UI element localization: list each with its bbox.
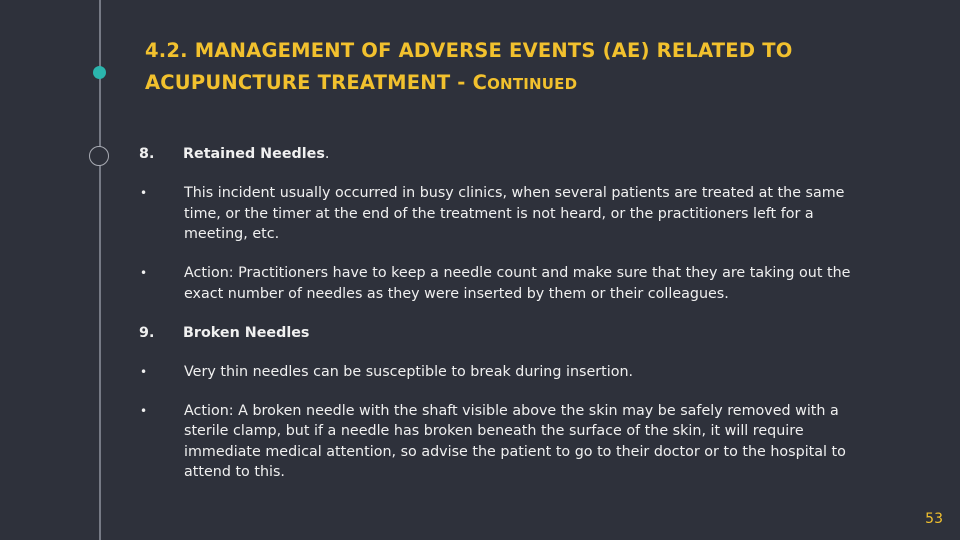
- section-number: 9.: [139, 324, 155, 341]
- bullet-icon: •: [140, 364, 148, 379]
- bullet-icon: •: [140, 186, 148, 200]
- section-heading-broken-needles: [139, 323, 874, 344]
- title-cap: C: [472, 71, 488, 94]
- slide-title: [145, 35, 885, 100]
- bullet-icon: •: [140, 266, 148, 280]
- bullet-item: [139, 401, 874, 483]
- title-main: 4.2. MANAGEMENT OF ADVERSE EVENTS (AE) RELATED TO ACUPUNCTURE TREATMENT -: [145, 39, 793, 94]
- bullet-icon: •: [140, 403, 148, 418]
- section-heading: Broken Needles: [183, 324, 310, 341]
- title-rest: ONTINUED: [487, 75, 578, 93]
- bullet-text: This incident usually occurred in busy clinics, when several patients are treated at the same time, or the timer at the end of the treatment is not heard, or the practitioners left for a meeting, etc.: [184, 185, 845, 242]
- section-heading-suffix: .: [324, 146, 330, 162]
- bullet-item: [139, 183, 874, 245]
- section-heading: Retained Needles: [183, 146, 325, 162]
- bullet-item: [139, 263, 874, 304]
- section-heading-retained-needles: [139, 144, 874, 165]
- timeline-line: [99, 0, 101, 540]
- timeline-dot-icon: [93, 66, 106, 79]
- timeline-ring-icon: [89, 146, 109, 166]
- slide-body: [139, 144, 874, 483]
- bullet-text: Action: A broken needle with the shaft visible above the skin may be safely removed with a sterile clamp, but if a needle has broken beneath the surface of the skin, it will require immediate medical attention, so advise the patient to go to their doctor or to the hospital to attend to this.: [184, 402, 846, 480]
- page-number: 53: [925, 511, 943, 527]
- bullet-text: Very thin needles can be susceptible to break during insertion.: [184, 363, 634, 380]
- bullet-item: [139, 362, 874, 383]
- section-number: 8.: [139, 146, 155, 162]
- bullet-text: Action: Practitioners have to keep a needle count and make sure that they are taking out the exact number of needles as they were inserted by them or their colleagues.: [184, 265, 851, 302]
